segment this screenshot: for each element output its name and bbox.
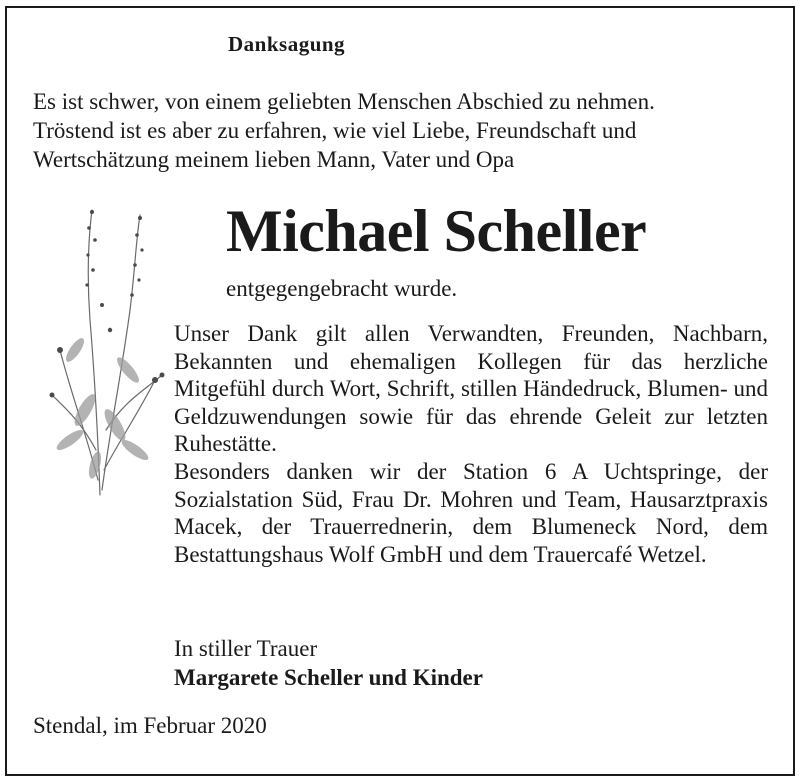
intro-line: Es ist schwer, von einem geliebten Menschen Abschied zu nehmen. <box>33 89 655 114</box>
intro-text <box>33 87 773 174</box>
received-line: entgegengebracht wurde. <box>226 276 458 301</box>
intro-line: Wertschätzung meinem lieben Mann, Vater und Opa <box>33 147 515 172</box>
thanks-text <box>174 320 768 568</box>
intro-line: Tröstend ist es aber zu erfahren, wie viel Liebe, Freundschaft und <box>33 118 637 143</box>
place-date: Stendal, im Februar 2020 <box>33 713 267 738</box>
flower-illustration <box>40 200 170 500</box>
deceased-name: Michael Scheller <box>226 198 647 264</box>
signature-block <box>174 634 483 692</box>
mourning-line: In stiller Trauer <box>174 636 318 661</box>
special-thanks-paragraph: Besonders danken wir der Station 6 A Uchtspringe, der Sozialstation Süd, Frau Dr. Mohren und Team, Hausarztpraxis Macek, der Trauerrednerin, dem Blumeneck Nord, dem Bestattungshaus Wolf GmbH und dem Trauercafé Wetzel. <box>174 458 768 567</box>
notice-heading: Danksagung <box>228 32 346 56</box>
mourners-names: Margarete Scheller und Kinder <box>174 665 483 690</box>
thanks-paragraph: Unser Dank gilt allen Verwandten, Freunden, Nachbarn, Bekannten und ehemaligen Kollegen für das herzliche Mitgefühl durch Wort, Schrift, stillen Händedruck, Blumen- und Geldzuwendungen sowie für das ehrende Geleit zur letzten Ruhestätte. <box>174 321 768 457</box>
